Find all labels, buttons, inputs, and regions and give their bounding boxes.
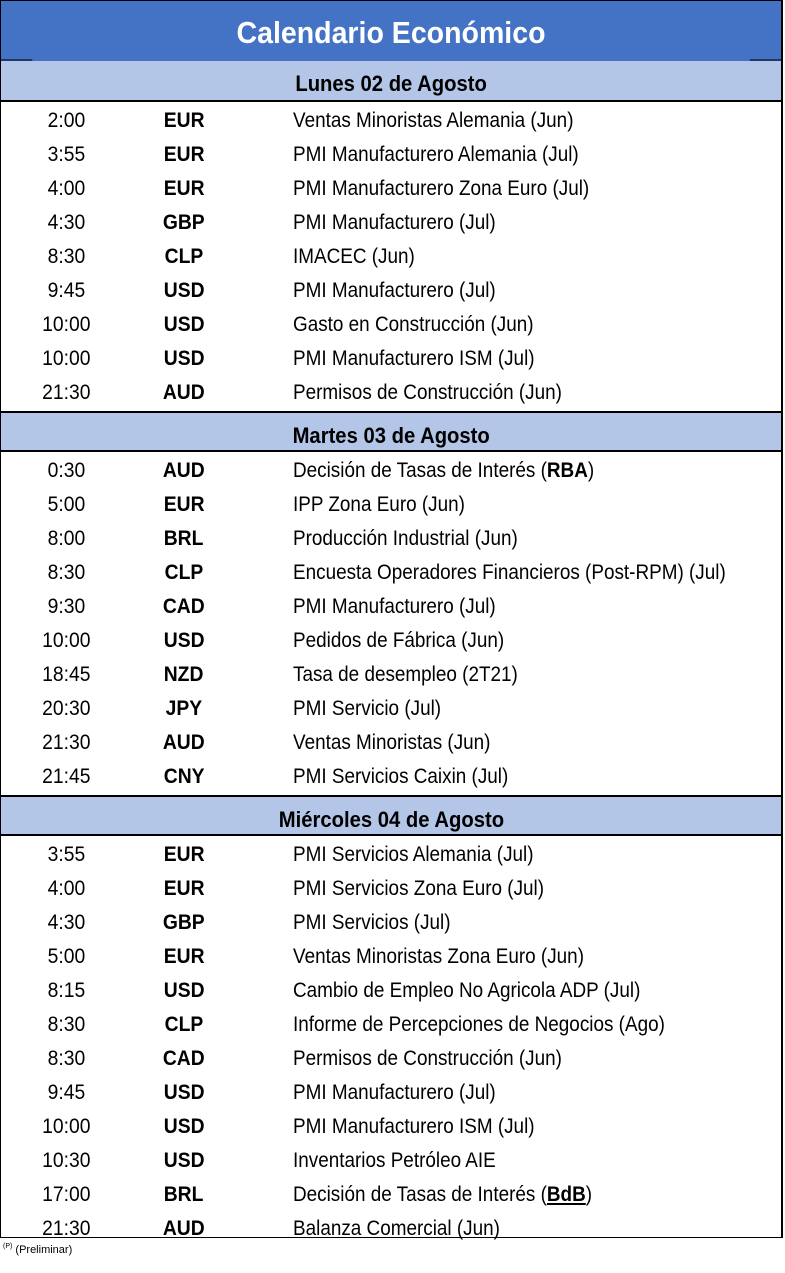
event-currency-code: USD (163, 279, 205, 302)
calendar-title-bar (1, 1, 781, 61)
event-currency-code: GBP (163, 911, 205, 934)
event-name (293, 1149, 496, 1173)
event-name-suffix: ) (587, 459, 595, 482)
event-name-text: PMI Manufacturero (Jul) (293, 595, 496, 618)
event-name-text: Permisos de Construcción (Jun) (293, 1047, 562, 1070)
event-name (293, 527, 518, 551)
event-name-text: Pedidos de Fábrica (Jun) (293, 629, 505, 652)
event-time-text: 4:00 (47, 177, 86, 200)
event-row (1, 1111, 781, 1145)
event-name (293, 843, 534, 867)
event-row (1, 523, 781, 557)
event-name-text: Gasto en Construcción (Jun) (293, 313, 534, 336)
event-row (1, 173, 781, 207)
event-currency-code: EUR (163, 877, 205, 900)
event-name-text: Tasa de desempleo (2T21) (293, 663, 518, 686)
event-time-text: 8:30 (47, 1047, 86, 1070)
event-institution: BdB (546, 1183, 586, 1206)
calendar-title: Calendario Económico (32, 1, 750, 61)
event-time (1, 765, 132, 789)
day-section (1, 795, 781, 1247)
event-time-text: 21:30 (42, 381, 91, 404)
event-currency (129, 979, 239, 1003)
event-name (293, 1081, 496, 1105)
event-name (293, 979, 640, 1003)
event-name-text: Encuesta Operadores Financieros (Post-RPM) (Jul) (293, 561, 726, 584)
event-currency (129, 279, 239, 303)
day-section (1, 411, 781, 795)
event-time (1, 313, 132, 337)
event-currency (129, 1217, 239, 1241)
event-time-text: 21:30 (42, 731, 91, 754)
event-time-text: 0:30 (47, 459, 86, 482)
event-name (293, 109, 573, 133)
event-currency-code: USD (163, 979, 205, 1002)
event-currency-code: CLP (164, 245, 204, 268)
event-name-text: Ventas Minoristas Zona Euro (Jun) (293, 945, 584, 968)
event-currency-code: USD (163, 313, 205, 336)
event-currency (129, 595, 239, 619)
event-name-text: PMI Servicios Alemania (Jul) (293, 843, 534, 866)
event-currency (129, 109, 239, 133)
event-name-text: Ventas Minoristas (Jun) (293, 731, 491, 754)
event-currency-code: GBP (163, 211, 205, 234)
event-currency-code: EUR (163, 109, 205, 132)
event-currency (129, 911, 239, 935)
event-name-text: Decisión de Tasas de Interés ( (293, 459, 547, 482)
event-currency-code: EUR (163, 177, 205, 200)
event-time (1, 1047, 132, 1071)
event-row (1, 1043, 781, 1077)
event-time (1, 1149, 132, 1173)
event-name (293, 731, 490, 755)
event-currency-code: USD (163, 1115, 205, 1138)
event-name-text: PMI Manufacturero ISM (Jul) (293, 1115, 535, 1138)
event-currency (129, 1081, 239, 1105)
event-time (1, 843, 132, 867)
event-row (1, 139, 781, 173)
event-time (1, 143, 132, 167)
event-time-text: 4:30 (47, 211, 86, 234)
event-time (1, 245, 132, 269)
event-currency (129, 765, 239, 789)
event-name (293, 663, 518, 687)
event-time-text: 8:00 (47, 527, 86, 550)
event-currency-code: CNY (163, 765, 205, 788)
event-currency (129, 945, 239, 969)
event-time-text: 21:45 (42, 765, 91, 788)
event-name (293, 143, 579, 167)
event-row (1, 343, 781, 377)
event-time-text: 10:00 (42, 347, 91, 370)
event-time-text: 17:00 (42, 1183, 91, 1206)
footnote-text: (Preliminar) (15, 1244, 73, 1256)
event-time (1, 109, 132, 133)
event-currency (129, 143, 239, 167)
event-currency (129, 629, 239, 653)
event-name-text: PMI Manufacturero (Jul) (293, 279, 496, 302)
event-time-text: 3:55 (47, 843, 86, 866)
day-header-label: Miércoles 04 de Agosto (278, 807, 504, 832)
event-row (1, 1009, 781, 1043)
event-name (293, 381, 562, 405)
event-name-text: Producción Industrial (Jun) (293, 527, 518, 550)
event-currency-code: EUR (163, 945, 205, 968)
event-currency-code: CAD (163, 1047, 205, 1070)
event-time-text: 4:00 (47, 877, 86, 900)
event-name (293, 279, 496, 303)
event-time (1, 347, 132, 371)
event-currency-code: JPY (165, 697, 203, 720)
event-time-text: 8:30 (47, 561, 86, 584)
event-currency (129, 843, 239, 867)
event-currency-code: BRL (164, 527, 204, 550)
event-row (1, 659, 781, 693)
event-name-text: PMI Manufacturero ISM (Jul) (293, 347, 535, 370)
calendar-sections (1, 61, 781, 1247)
event-time (1, 1115, 132, 1139)
event-name (293, 629, 504, 653)
event-name-text: Balanza Comercial (Jun) (293, 1217, 500, 1240)
event-time (1, 279, 132, 303)
footnote (3, 1244, 72, 1256)
event-currency (129, 663, 239, 687)
event-currency (129, 1013, 239, 1037)
event-name (293, 177, 589, 201)
day-header (1, 795, 781, 836)
event-name-text: Informe de Percepciones de Negocios (Ago) (293, 1013, 665, 1036)
day-section (1, 61, 781, 411)
event-row (1, 207, 781, 241)
event-name (293, 765, 508, 789)
event-currency-code: USD (163, 1081, 205, 1104)
event-time (1, 561, 132, 585)
event-time (1, 493, 132, 517)
footnote-mark: (P) (3, 1243, 13, 1250)
event-row (1, 275, 781, 309)
event-time (1, 1013, 132, 1037)
event-time-text: 4:30 (47, 911, 86, 934)
event-currency (129, 527, 239, 551)
event-currency-code: BRL (164, 1183, 204, 1206)
event-name-text: Decisión de Tasas de Interés ( (293, 1183, 547, 1206)
event-time-text: 10:00 (42, 1115, 91, 1138)
day-header (1, 411, 781, 452)
event-time-text: 8:30 (47, 245, 86, 268)
event-currency (129, 381, 239, 405)
event-row (1, 591, 781, 625)
event-currency (129, 493, 239, 517)
event-currency (129, 697, 239, 721)
event-currency-code: CLP (164, 1013, 204, 1036)
event-row (1, 455, 781, 489)
event-currency-code: AUD (163, 731, 205, 754)
event-currency-code: EUR (163, 143, 205, 166)
event-time (1, 177, 132, 201)
event-currency-code: AUD (163, 459, 205, 482)
event-row (1, 1213, 781, 1247)
event-name (293, 561, 726, 585)
event-row (1, 873, 781, 907)
event-name-text: PMI Manufacturero (Jul) (293, 1081, 496, 1104)
event-currency (129, 1149, 239, 1173)
event-row (1, 377, 781, 411)
event-row (1, 1145, 781, 1179)
event-list (1, 102, 781, 411)
event-time (1, 459, 132, 483)
event-row (1, 727, 781, 761)
event-row (1, 1077, 781, 1111)
event-name (293, 595, 496, 619)
event-row (1, 241, 781, 275)
event-time (1, 663, 132, 687)
event-name (293, 211, 496, 235)
event-time-text: 9:30 (47, 595, 86, 618)
event-row (1, 693, 781, 727)
event-time-text: 10:30 (42, 1149, 91, 1172)
event-row (1, 557, 781, 591)
event-time (1, 1217, 132, 1241)
event-time (1, 911, 132, 935)
event-currency-code: CLP (164, 561, 204, 584)
event-name-text: PMI Servicio (Jul) (293, 697, 442, 720)
event-list (1, 836, 781, 1247)
event-currency-code: USD (163, 629, 205, 652)
event-name (293, 1183, 592, 1207)
event-name (293, 459, 594, 483)
event-currency (129, 561, 239, 585)
event-name-text: Ventas Minoristas Alemania (Jun) (293, 109, 574, 132)
event-time-text: 2:00 (47, 109, 86, 132)
event-currency-code: EUR (163, 843, 205, 866)
event-currency-code: NZD (164, 663, 204, 686)
event-time-text: 8:15 (47, 979, 86, 1002)
event-name (293, 911, 451, 935)
event-row (1, 907, 781, 941)
event-currency (129, 1115, 239, 1139)
event-name (293, 1115, 535, 1139)
event-name-text: PMI Manufacturero (Jul) (293, 211, 496, 234)
event-time (1, 697, 132, 721)
event-time-text: 20:30 (42, 697, 91, 720)
event-name (293, 1217, 500, 1241)
event-name (293, 877, 544, 901)
event-time-text: 21:30 (42, 1217, 91, 1240)
event-name-text: PMI Servicios (Jul) (293, 911, 451, 934)
event-time-text: 9:45 (47, 1081, 86, 1104)
event-time (1, 945, 132, 969)
event-name-text: PMI Manufacturero Alemania (Jul) (293, 143, 579, 166)
event-time (1, 595, 132, 619)
day-header-label: Martes 03 de Agosto (292, 423, 490, 448)
event-currency-code: EUR (163, 493, 205, 516)
event-name-text: IPP Zona Euro (Jun) (293, 493, 465, 516)
event-currency-code: AUD (163, 1217, 205, 1240)
event-currency (129, 245, 239, 269)
event-row (1, 761, 781, 795)
event-name (293, 1013, 665, 1037)
event-currency-code: CAD (163, 595, 205, 618)
event-time-text: 10:00 (42, 313, 91, 336)
event-list (1, 452, 781, 795)
day-header-label: Lunes 02 de Agosto (295, 71, 487, 96)
event-currency (129, 459, 239, 483)
event-currency-code: USD (163, 347, 205, 370)
event-time (1, 527, 132, 551)
event-time-text: 3:55 (47, 143, 86, 166)
event-time-text: 10:00 (42, 629, 91, 652)
event-currency (129, 1183, 239, 1207)
event-name (293, 493, 465, 517)
event-time (1, 211, 132, 235)
event-time (1, 629, 132, 653)
event-row (1, 489, 781, 523)
event-time (1, 1183, 132, 1207)
event-name-text: Inventarios Petróleo AIE (293, 1149, 496, 1172)
event-name-text: PMI Manufacturero Zona Euro (Jul) (293, 177, 590, 200)
event-currency (129, 347, 239, 371)
event-row (1, 1179, 781, 1213)
event-name-text: PMI Servicios Caixin (Jul) (293, 765, 509, 788)
event-name-text: Permisos de Construcción (Jun) (293, 381, 562, 404)
event-time (1, 731, 132, 755)
event-time-text: 8:30 (47, 1013, 86, 1036)
day-header (1, 61, 781, 102)
event-time-text: 9:45 (47, 279, 86, 302)
event-name-suffix: ) (585, 1183, 593, 1206)
event-name (293, 945, 584, 969)
event-row (1, 105, 781, 139)
event-time-text: 5:00 (47, 945, 86, 968)
event-time (1, 877, 132, 901)
event-institution: RBA (546, 459, 588, 482)
event-name-text: IMACEC (Jun) (293, 245, 415, 268)
event-name (293, 697, 441, 721)
event-row (1, 941, 781, 975)
event-time (1, 381, 132, 405)
event-name (293, 313, 534, 337)
event-currency (129, 877, 239, 901)
event-row (1, 625, 781, 659)
event-name-text: PMI Servicios Zona Euro (Jul) (293, 877, 545, 900)
event-currency (129, 731, 239, 755)
event-name (293, 245, 415, 269)
event-row (1, 975, 781, 1009)
event-name (293, 1047, 562, 1071)
event-time-text: 18:45 (42, 663, 91, 686)
event-currency (129, 211, 239, 235)
event-row (1, 309, 781, 343)
event-currency (129, 1047, 239, 1071)
event-currency-code: USD (163, 1149, 205, 1172)
event-time-text: 5:00 (47, 493, 86, 516)
event-row (1, 839, 781, 873)
event-time (1, 979, 132, 1003)
event-name-text: Cambio de Empleo No Agricola ADP (Jul) (293, 979, 641, 1002)
event-name (293, 347, 535, 371)
event-time (1, 1081, 132, 1105)
event-currency-code: AUD (163, 381, 205, 404)
event-currency (129, 313, 239, 337)
event-currency (129, 177, 239, 201)
